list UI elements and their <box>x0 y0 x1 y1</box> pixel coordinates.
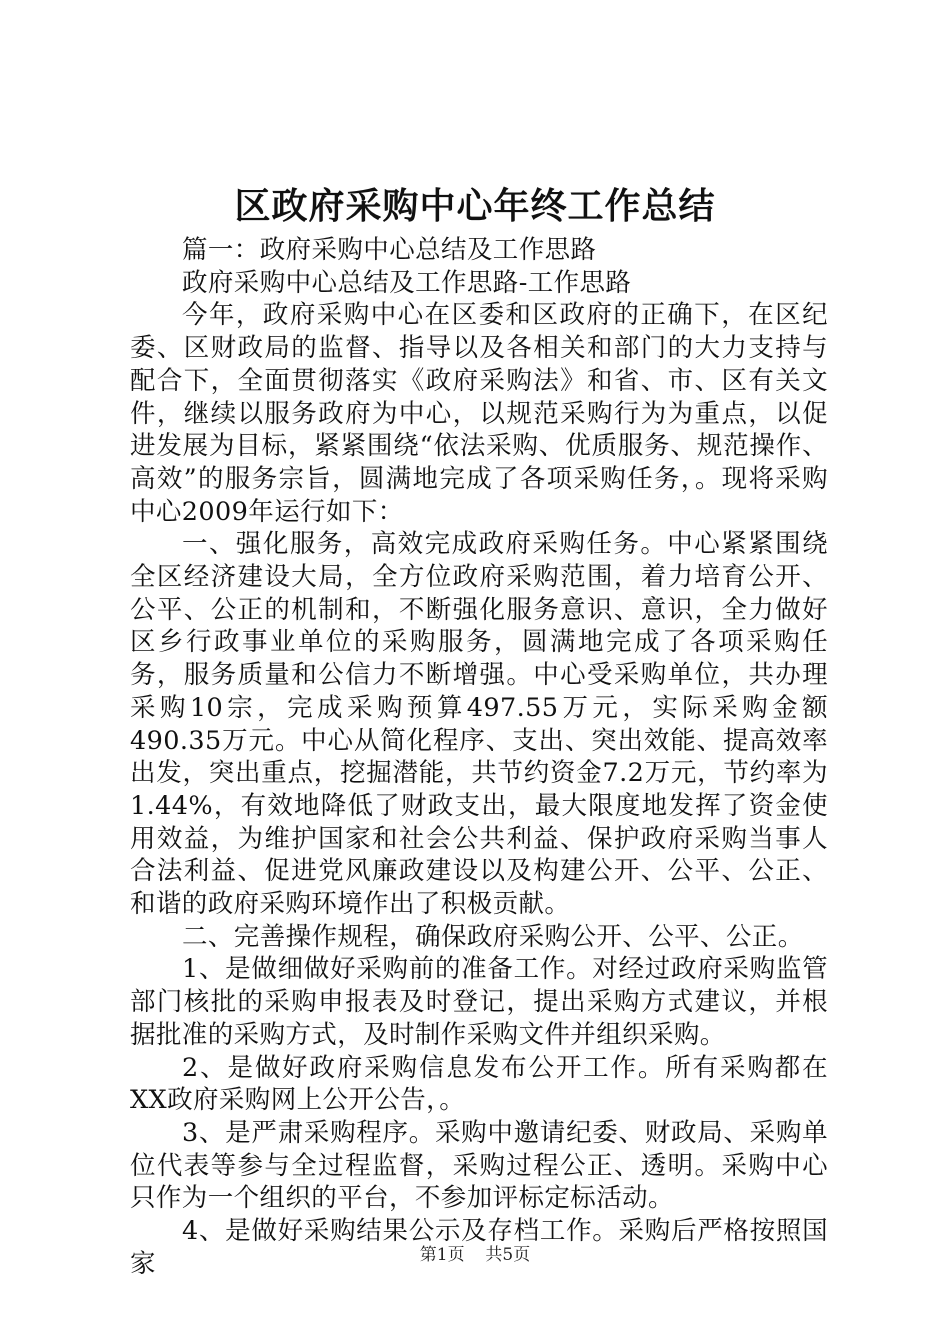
section-heading: 篇一：政府采购中心总结及工作思路 <box>182 235 597 265</box>
subtitle: 政府采购中心总结及工作思路-工作思路 <box>182 267 632 298</box>
document-title: 区政府采购中心年终工作总结 <box>234 186 716 227</box>
paragraph-item-3: 3、是严肃采购程序。采购中邀请纪委、财政局、采购单位代表等参与全过程监督，采购过程公正、透明。采购中心只作为一个组织的平台，不参加评标定标活动。 <box>130 1117 828 1214</box>
paragraph-section-two-heading: 二、完善操作规程，确保政府采购公开、公平、公正。 <box>182 921 804 952</box>
page-number: 第1页 <box>419 1245 465 1265</box>
paragraph-item-1: 1、是做细做好采购前的准备工作。对经过政府采购监管部门核批的采购申报表及时登记，提出采购方式建议，并根据批准的采购方式，及时制作采购文件并组织采购。 <box>130 954 828 1050</box>
paragraph-item-2: 2、是做好政府采购信息发布公开工作。所有采购都在XX政府采购网上公开公告，。 <box>130 1052 828 1116</box>
document-body <box>130 234 828 1281</box>
paragraph-item-4: 4、是做好采购结果公示及存档工作。采购后严格按照国家 <box>130 1216 828 1279</box>
paragraph-section-one: 一、强化服务，高效完成政府采购任务。中心紧紧围绕全区经济建设大局，全方位政府采购范围，着力培育公开、公平、公正的机制和，不断强化服务意识、意识，全力做好区乡行政事业单位的采购服务，圆满地完成了各项采购任务，服务质量和公信力不断增强。中心受采购单位，共办理采购10宗，完成采购预算497.55万元，实际采购金额490.35万元。中心从简化程序、支出、突出效能、提高效率出发，突出重点，挖掘潜能，共节约资金7.2万元，节约率为1.44%，有效地降低了财政支出，最大限度地发挥了资金使用效益，为维护国家和社会公共利益、保护政府采购当事人合法利益、促进党风廉政建设以及构建公开、公平、公正、和谐的政府采购环境作出了积极贡献。 <box>130 529 828 920</box>
page-total: 共5页 <box>485 1245 531 1265</box>
page-footer <box>0 1244 950 1266</box>
paragraph-intro: 今年，政府采购中心在区委和区政府的正确下，在区纪委、区财政局的监督、指导以及各相关和部门的大力支持与配合下，全面贯彻落实《政府采购法》和省、市、区有关文件，继续以服务政府为中心，以规范采购行为为重点，以促进发展为目标，紧紧围绕“依法采购、优质服务、规范操作、高效”的服务宗旨，圆满地完成了各项采购任务，。现将采购中心2009年运行如下： <box>130 300 828 527</box>
